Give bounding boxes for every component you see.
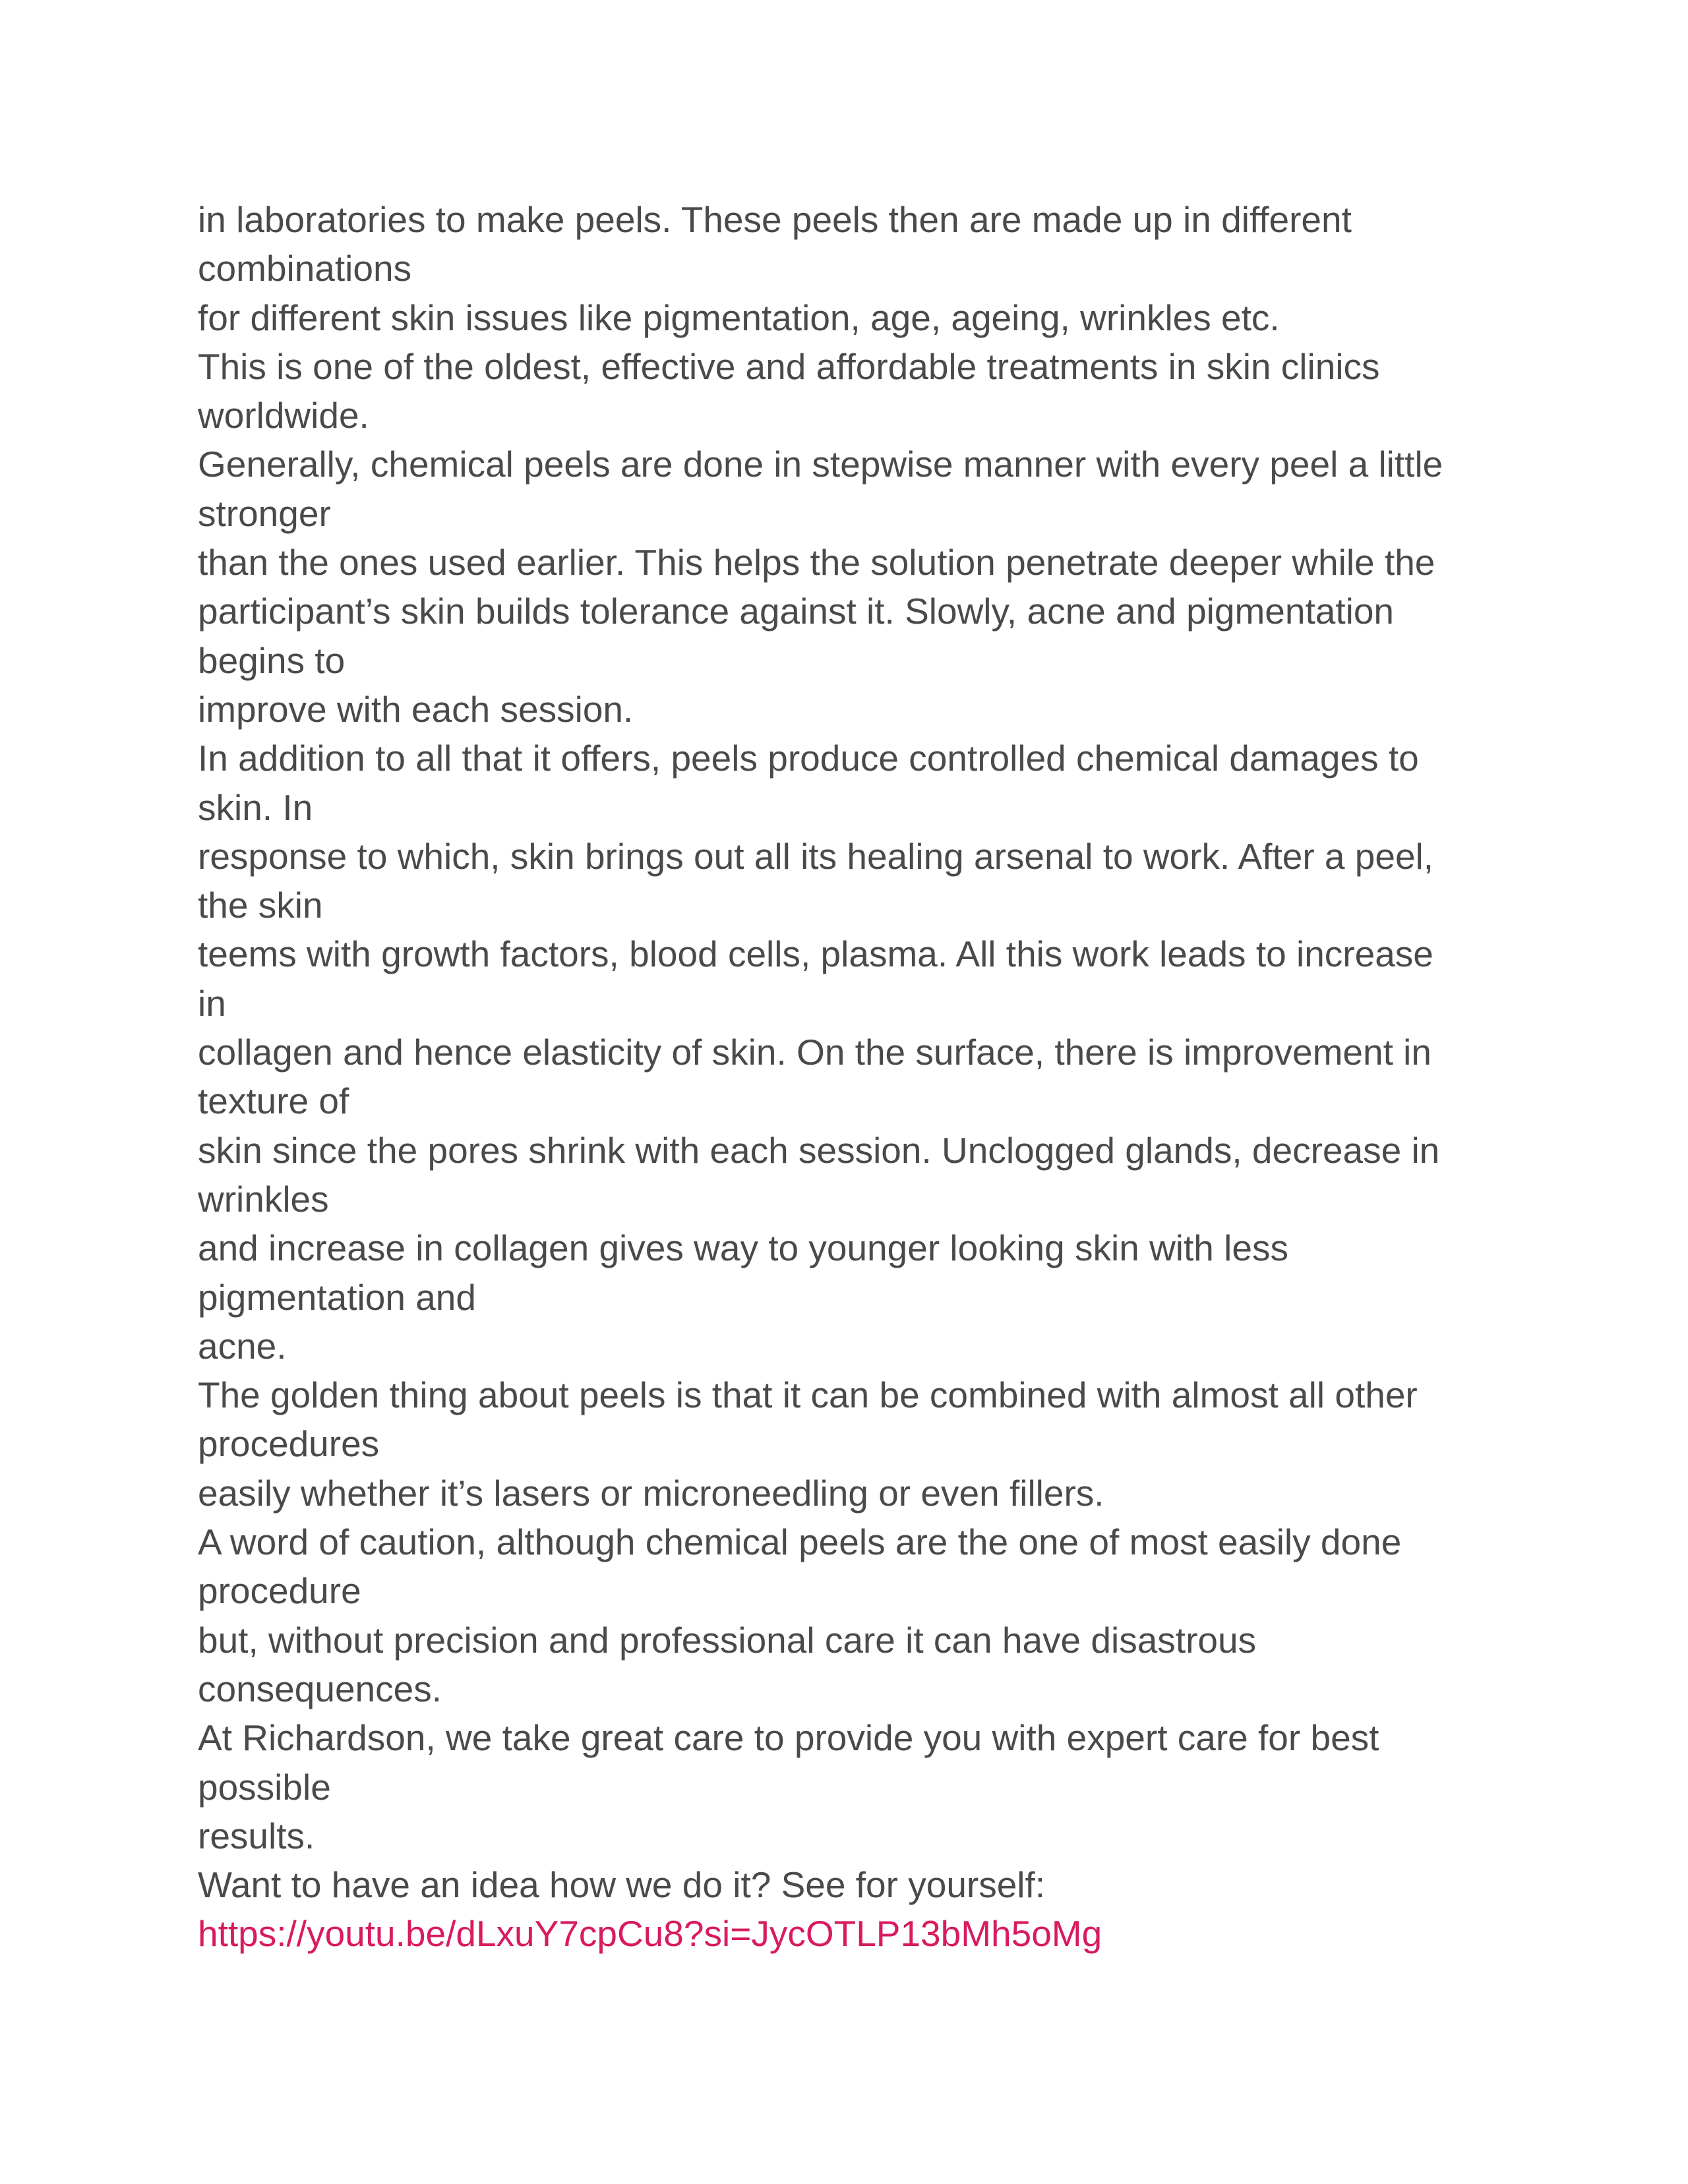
document-body	[198, 195, 1530, 1959]
text-line: participant’s skin builds tolerance against it. Slowly, acne and pigmentation	[198, 591, 1395, 632]
text-line: improve with each session.	[198, 688, 634, 730]
text-line: procedures	[198, 1423, 380, 1465]
text-line: the skin	[198, 885, 323, 926]
text-line: possible	[198, 1766, 331, 1808]
text-line: worldwide.	[198, 395, 369, 436]
text-line: acne.	[198, 1325, 287, 1367]
text-line: wrinkles	[198, 1178, 329, 1220]
text-line: combinations	[198, 248, 412, 289]
text-line: consequences.	[198, 1668, 442, 1709]
text-line: for different skin issues like pigmentation, age, ageing, wrinkles etc.	[198, 297, 1280, 338]
text-line: The golden thing about peels is that it can be combined with almost all other	[198, 1374, 1418, 1416]
text-line: skin. In	[198, 786, 313, 828]
text-line: but, without precision and professional care it can have disastrous	[198, 1619, 1257, 1661]
text-line: At Richardson, we take great care to provide you with expert care for best	[198, 1717, 1379, 1759]
text-line: skin since the pores shrink with each session. Unclogged glands, decrease in	[198, 1129, 1440, 1171]
text-line: collagen and hence elasticity of skin. On the surface, there is improvement in	[198, 1032, 1432, 1073]
text-line: procedure	[198, 1570, 361, 1612]
text-line: In addition to all that it offers, peels produce controlled chemical damages to	[198, 738, 1419, 779]
text-line: texture of	[198, 1080, 349, 1122]
text-line: easily whether it’s lasers or microneedling or even fillers.	[198, 1472, 1104, 1514]
text-line: and increase in collagen gives way to younger looking skin with less	[198, 1227, 1288, 1269]
text-line: Want to have an idea how we do it? See for yourself:	[198, 1864, 1046, 1906]
text-line: begins to	[198, 639, 346, 681]
youtube-link[interactable]: https://youtu.be/dLxuY7cpCu8?si=JycOTLP13bMh5oMg	[198, 1913, 1102, 1955]
text-line: than the ones used earlier. This helps the solution penetrate deeper while the	[198, 542, 1435, 583]
text-line: in	[198, 982, 226, 1024]
text-line: A word of caution, although chemical peels are the one of most easily done	[198, 1521, 1402, 1563]
text-line: pigmentation and	[198, 1276, 476, 1318]
text-line: response to which, skin brings out all its healing arsenal to work. After a peel,	[198, 835, 1434, 877]
text-line: stronger	[198, 492, 331, 534]
text-line: This is one of the oldest, effective and affordable treatments in skin clinics	[198, 345, 1380, 387]
text-line: teems with growth factors, blood cells, plasma. All this work leads to increase	[198, 933, 1433, 975]
text-line: results.	[198, 1815, 315, 1856]
text-line: in laboratories to make peels. These peels then are made up in different	[198, 199, 1352, 240]
text-line: Generally, chemical peels are done in stepwise manner with every peel a little	[198, 444, 1443, 485]
